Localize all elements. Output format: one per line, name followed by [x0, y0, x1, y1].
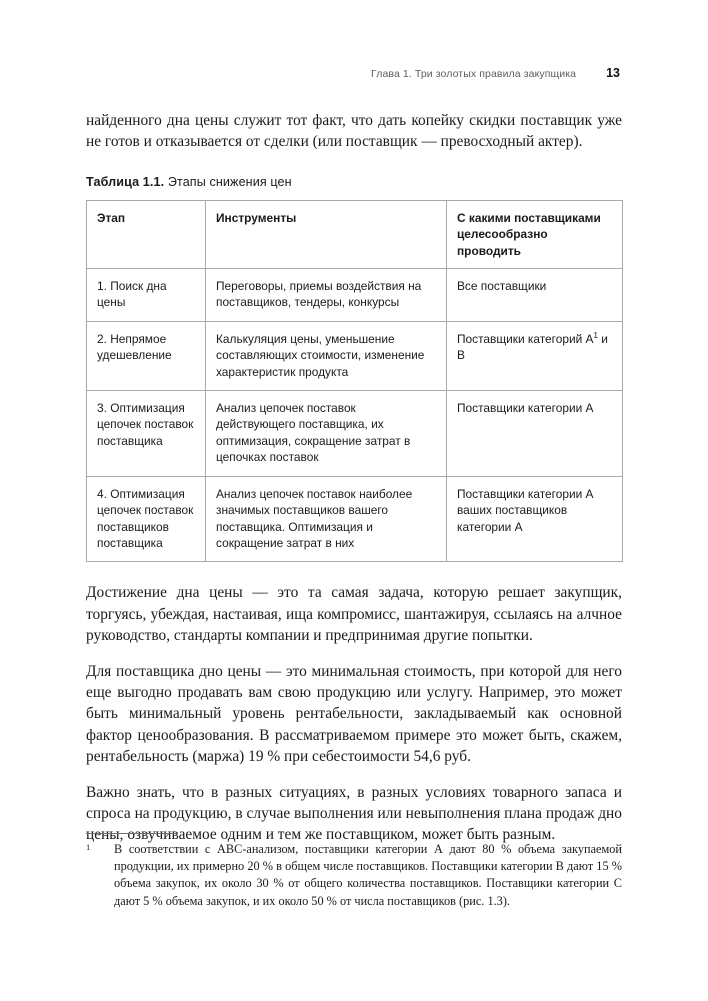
- column-header-suppliers: [447, 200, 623, 268]
- spacer-before-table: [86, 153, 622, 175]
- cell-suppliers: [447, 321, 623, 390]
- cell-suppliers-text: Поставщики категорий А: [457, 331, 594, 346]
- table-row: [87, 476, 623, 562]
- table-caption: [86, 175, 622, 189]
- cell-stage: 1. Поиск дна цены: [87, 269, 206, 322]
- table-row: [87, 391, 623, 477]
- body-paragraph-3: Важно знать, что в разных ситуациях, в разных условиях товарного запаса и спроса на продукцию, в случае выполнения или невыполнения плана продаж дно цены, озвучиваемое одним и тем же поставщиком, может быть разным.: [86, 783, 622, 844]
- footnote-reference-marker: 1: [593, 330, 598, 340]
- table-caption-title: Этапы снижения цен: [167, 174, 292, 189]
- price-reduction-stages-table: [86, 200, 623, 563]
- cell-stage: 3. Оптимизация цепочек поставок поставщика: [87, 391, 206, 477]
- footnote-text-wrapper: [86, 841, 622, 910]
- cell-suppliers-text: Все поставщики: [457, 279, 547, 294]
- footnote-separator-rule: [86, 833, 178, 834]
- cell-suppliers: [447, 269, 623, 322]
- column-header-stage: Этап: [87, 200, 206, 268]
- running-head: [86, 66, 620, 84]
- cell-suppliers: [447, 476, 623, 562]
- running-head-title: Глава 1. Три золотых правила закупщика: [371, 68, 577, 80]
- table-row: [87, 269, 623, 322]
- body-paragraph-2: Для поставщика дно цены — это минимальная стоимость, при которой для него еще выгодно продавать вам свою продукцию или услугу. Например, это может быть минимальный уровень рентабельности, закладываемый как основной фактор ценообразования. В рассматриваемом примере это может быть, скажем, рентабельность (маржа) 19 % при себестоимости 54,6 руб.: [86, 662, 622, 766]
- cell-suppliers: [447, 391, 623, 477]
- body-paragraph-1: Достижение дна цены — это та самая задача, которую решает закупщик, торгуясь, убеждая, настаивая, ища компромисс, шантажируя, ссылаясь на алчное руководство, стандарты компании и предпринимая другие попытки.: [86, 584, 622, 645]
- cell-stage: 2. Непрямое удешевление: [87, 321, 206, 390]
- footnote-marker: 1: [86, 842, 91, 852]
- cell-suppliers-text-tail: и В: [457, 331, 608, 363]
- table-row: [87, 321, 623, 390]
- table-header-row: [87, 200, 623, 268]
- cell-tools: Переговоры, приемы воздействия на поставщиков, тендеры, конкурсы: [206, 269, 447, 322]
- column-header-suppliers-line2: целесообразно: [457, 227, 548, 242]
- intro-paragraph: найденного дна цены служит тот факт, что дать копейку скидки поставщик уже не готов и отказывается от сделки (или поставщик — превосходный актер).: [86, 112, 622, 151]
- cell-tools: Анализ цепочек поставок наиболее значимых поставщиков вашего поставщика. Оптимизация и сокращение затрат в них: [206, 476, 447, 562]
- cell-suppliers-text: Поставщики категории А ваших поставщиков категории А: [457, 486, 594, 534]
- footnote-block: [86, 833, 622, 910]
- cell-stage: 4. Оптимизация цепочек поставок поставщиков поставщика: [87, 476, 206, 562]
- column-header-tools: Инструменты: [206, 200, 447, 268]
- page-number: 13: [606, 66, 620, 80]
- page-content: [86, 110, 622, 846]
- column-header-suppliers-line1: С какими поставщиками: [457, 210, 601, 225]
- footnote-text: В соответствии с ABC-анализом, поставщики категории А дают 80 % объема закупаемой продукции, их примерно 20 % в общем числе поставщиков. Поставщики категории В дают 15 % объема закупок, их около 30 % от общего количества поставщиков. Поставщики категории С дают 5 % объема закупок, и их около 50 % от числа поставщиков (рис. 1.3).: [114, 842, 622, 908]
- cell-tools: Анализ цепочек поставок действующего поставщика, их оптимизация, сокращение затрат в цепочках поставок: [206, 391, 447, 477]
- table-caption-number: Таблица 1.1.: [86, 174, 165, 189]
- column-header-suppliers-line3: проводить: [457, 243, 521, 258]
- cell-suppliers-text: Поставщики категории А: [457, 401, 594, 416]
- spacer-after-table: [86, 562, 622, 582]
- cell-tools: Калькуляция цены, уменьшение составляющих стоимости, изменение характеристик продукта: [206, 321, 447, 390]
